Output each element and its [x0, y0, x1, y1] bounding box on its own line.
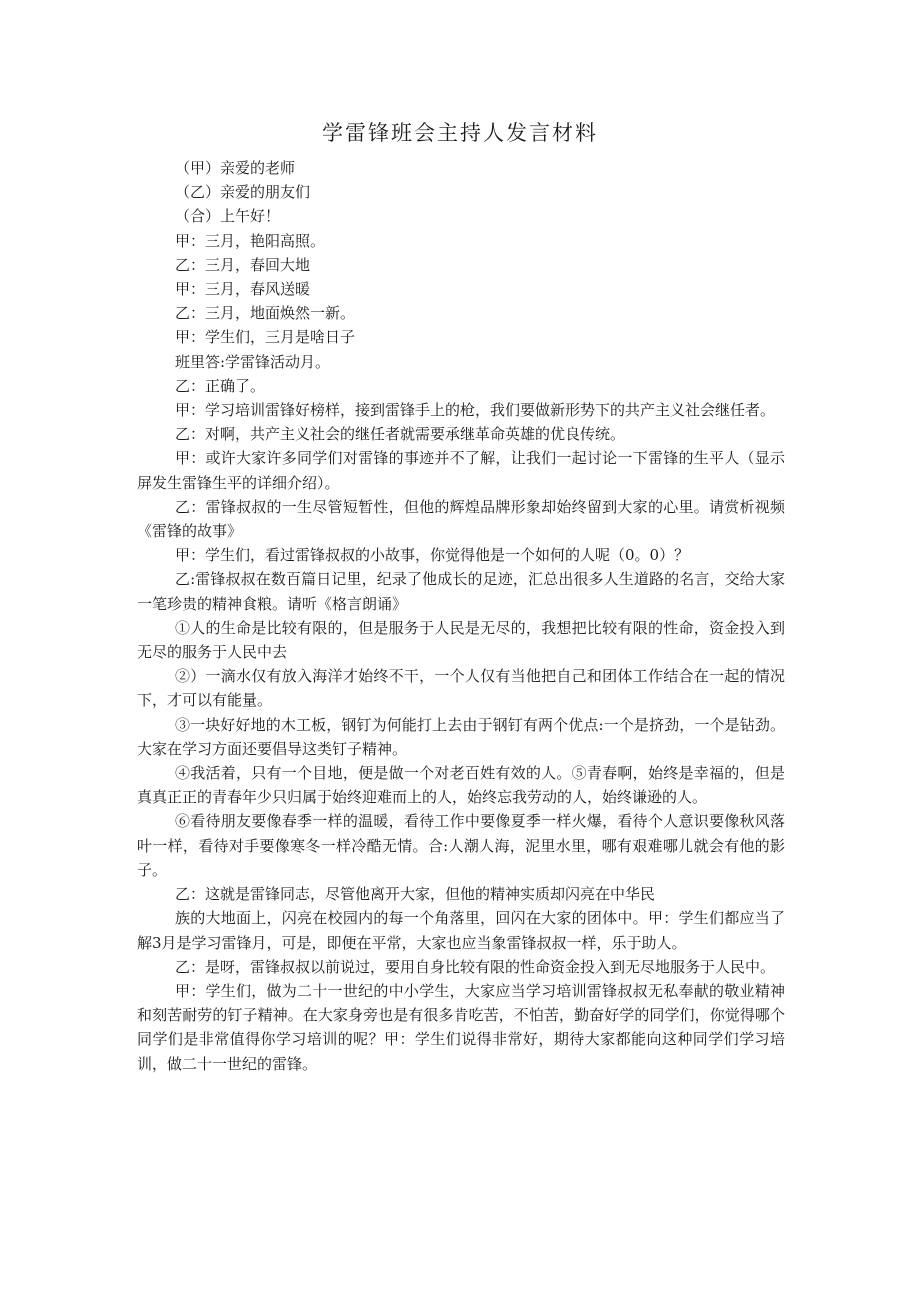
paragraph: 乙：是呀，雷锋叔叔以前说过，要用自身比较有限的性命资金投入到无尽地服务于人民中。 [175, 957, 776, 976]
paragraph: ⑥看待朋友要像春季一样的温暖，看待工作中要像夏季一样火爆，看待个人意识要像秋风落叶一样，看待对手要像寒冬一样冷酷无情。合:人潮人海，泥里水里，哪有艰难哪儿就会有他的影子。 [137, 812, 785, 879]
paragraph: 族的大地面上，闪亮在校园内的每一个角落里，回闪在大家的团体中。甲：学生们都应当了解3月是学习雷锋月，可是，即便在平常，大家也应当象雷锋叔叔一样，乐于助人。 [137, 909, 785, 952]
paragraph: 班里答:学雷锋活动月。 [175, 352, 331, 371]
paragraph: 乙：正确了。 [175, 376, 266, 395]
paragraph: 甲：或许大家许多同学们对雷锋的事迹并不了解，让我们一起讨论一下雷锋的生平人（显示屏发生雷锋生平的详细介绍）。 [137, 449, 785, 492]
paragraph: 乙：三月，春回大地 [175, 255, 311, 274]
paragraph: （合）上午好！ [175, 207, 281, 226]
document-body [137, 156, 785, 1076]
paragraph: 乙：对啊，共产主义社会的继任者就需要承继革命英雄的优良传统。 [175, 425, 626, 444]
paragraph: 乙:雷锋叔叔在数百篇日记里，纪录了他成长的足迹，汇总出很多人生道路的名言，交给大家一笔珍贵的精神食粮。请听《格言朗诵》 [137, 570, 785, 613]
paragraph: 乙：雷锋叔叔的一生尽管短暂性，但他的辉煌品牌形象却始终留到大家的心里。请赏析视频《雷锋的故事》 [137, 497, 785, 541]
paragraph: ②）一滴水仅有放入海洋才始终不干，一个人仅有当他把自己和团体工作结合在一起的情况下，才可以有能量。 [137, 667, 785, 710]
paragraph: 甲：学生们，做为二十一世纪的中小学生，大家应当学习培训雷锋叔叔无私奉献的敬业精神和刻苦耐劳的钉子精神。在大家身旁也是有很多肯吃苦，不怕苦，勤奋好学的同学们，你觉得哪个同学们是非常值得你学习培训的呢？甲：学生们说得非常好，期待大家都能向这种同学们学习培训，做二十一世纪的雷锋。 [137, 981, 785, 1073]
paragraph: 乙：这就是雷锋同志，尽管他离开大家，但他的精神实质却闪亮在中华民 [175, 885, 656, 904]
paragraph: （乙）亲爱的朋友们 [175, 183, 311, 202]
paragraph: 甲：学生们，三月是啥日子 [175, 328, 356, 347]
paragraph: 甲：学生们，看过雷锋叔叔的小故事，你觉得他是一个如何的人呢（0。0）？ [175, 546, 690, 565]
paragraph: ①人的生命是比较有限的，但是服务于人民是无尽的，我想把比较有限的性命，资金投入到无尽的服务于人民中去 [137, 618, 785, 662]
paragraph: 甲：三月，艳阳高照。 [175, 231, 326, 250]
paragraph: 甲：三月，春风送暖 [175, 280, 311, 299]
document-title: 学雷锋班会主持人发言材料 [322, 121, 598, 145]
paragraph: ④我活着，只有一个目地，便是做一个对老百姓有效的人。⑤青春啊，始终是幸福的，但是真真正正的青春年少只归属于始终迎难而上的人，始终忘我劳动的人，始终谦逊的人。 [137, 764, 785, 807]
paragraph: 乙：三月，地面焕然一新。 [175, 304, 356, 323]
paragraph: 甲：学习培训雷锋好榜样，接到雷锋手上的枪，我们要做新形势下的共产主义社会继任者。 [175, 401, 776, 420]
paragraph: （甲）亲爱的老师 [175, 159, 296, 177]
paragraph: ③一块好好地的木工板，钢钉为何能打上去由于钢钉有两个优点:一个是挤劲，一个是钻劲。大家在学习方面还要倡导这类钉子精神。 [137, 715, 785, 758]
